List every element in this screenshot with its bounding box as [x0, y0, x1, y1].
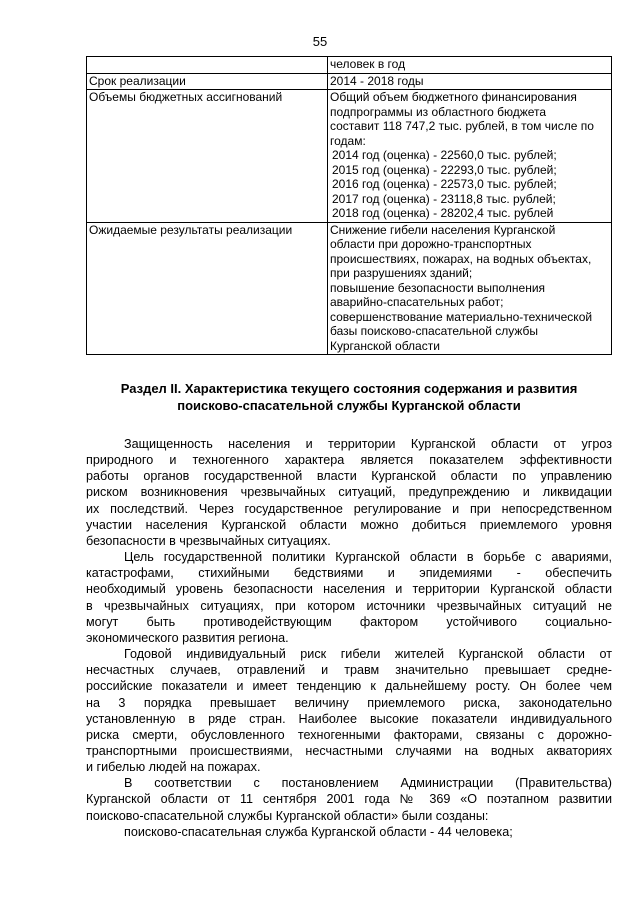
text-line: риска смерти, обусловленного техногенными факторами, связаны с дорожно-	[86, 727, 612, 742]
text-line: транспортными происшествиями, несчастными случаями на водных акваториях	[86, 743, 612, 758]
text-line: Цель государственной политики Курганской области в борьбе с авариями,	[124, 550, 612, 565]
table-value-line: повышение безопасности выполнения	[330, 280, 546, 295]
table-value-line: Общий объем бюджетного финансирования	[330, 90, 577, 104]
table-value-line: области при дорожно-транспортных	[330, 237, 532, 251]
text-line: на 3 порядка превышает величину приемлемого риска, законодательно	[86, 695, 612, 710]
table-value-line: 2016 год (оценка) - 22573,0 тыс. рублей;	[332, 177, 557, 191]
table-label-cell: Объемы бюджетных ассигнований	[87, 90, 328, 223]
text-line: могут быть противодействующим фактором устойчивого социально-	[86, 614, 612, 629]
text-line: поисково-спасательная служба Курганской области - 44 человека;	[124, 824, 513, 839]
table-value-line: Снижение гибели населения Курганской	[330, 222, 556, 237]
page-number: 55	[312, 34, 328, 49]
table-value-cell	[328, 57, 612, 74]
paragraph	[86, 549, 612, 646]
table-label-cell	[87, 57, 328, 74]
table-value-cell	[328, 73, 612, 90]
text-line: несчастных случаев, отравлений и травм значительно превышает средне-	[86, 663, 612, 678]
text-line: риском возникновения чрезвычайных ситуаций, предупреждению и ликвидации	[86, 485, 612, 500]
text-line: В соответствии с постановлением Администрации (Правительства)	[124, 776, 612, 791]
table-row	[87, 222, 612, 355]
table-row	[87, 73, 612, 90]
table-value-line: совершенствование материально-технической	[330, 309, 593, 324]
text-line: их последствий. Через государственное регулирование и при непосредственном	[86, 501, 612, 516]
table-value-line: базы поисково-спасательной службы	[330, 324, 539, 338]
paragraph	[86, 824, 612, 840]
table-value-line: 2015 год (оценка) - 22293,0 тыс. рублей;	[332, 162, 557, 177]
table-value-line: подпрограммы из областного бюджета	[330, 104, 547, 119]
passport-table	[86, 56, 612, 355]
table-label-cell: Срок реализации	[87, 73, 328, 90]
section-heading-line: Раздел II. Характеристика текущего состояния содержания и развития	[120, 381, 578, 396]
table-value-line: 2014 - 2018 годы	[330, 73, 424, 88]
table-value-cell	[328, 90, 612, 223]
text-line: катастрофами, стихийными бедствиями и эпидемиями - обеспечить	[86, 566, 612, 581]
text-line: установленную в ряде стран. Наиболее высокие показатели индивидуального	[86, 711, 612, 726]
table-row	[87, 90, 612, 223]
text-line: необходимый уровень безопасности населения и территории Курганской области	[86, 582, 612, 597]
paragraph	[86, 436, 612, 549]
table-label-cell: Ожидаемые результаты реализации	[87, 222, 328, 355]
text-line: Курганской области от 11 сентября 2001 года № 369 «О поэтапном развитии	[86, 792, 612, 807]
table-value-line: годам:	[330, 133, 366, 148]
text-line: участии населения Курганской области можно добиться приемлемого уровня	[86, 517, 612, 532]
text-line: российские показатели и имеет тенденцию к дальнейшему росту. Он более чем	[86, 679, 612, 694]
text-line: Годовой индивидуальный риск гибели жителей Курганской области от	[124, 647, 612, 662]
table-value-line: происшествиях, пожарах, на водных объектах,	[330, 251, 592, 266]
text-line: и гибелью людей на пожарах.	[86, 760, 261, 775]
section-heading	[86, 380, 612, 414]
text-line: экономического развития региона.	[86, 630, 289, 645]
table-row	[87, 57, 612, 74]
table-value-line: 2018 год (оценка) - 28202,4 тыс. рублей	[332, 206, 554, 220]
text-line: безопасности в чрезвычайных ситуациях.	[86, 533, 331, 548]
table-value-line: Курганской области	[330, 338, 440, 353]
table-value-line: аварийно-спасательных работ;	[330, 295, 504, 309]
paragraph	[86, 646, 612, 775]
text-line: в чрезвычайных ситуациях, при котором источники чрезвычайных ситуаций не	[86, 598, 612, 613]
table-value-line: составит 118 747,2 тыс. рублей, в том числе по	[330, 119, 594, 133]
text-line: поисково-спасательной службы Курганской области» были созданы:	[86, 808, 489, 823]
text-line: Защищенность населения и территории Курганской области от угроз	[124, 437, 612, 451]
text-line: работы органов государственной власти Курганской области по управлению	[86, 469, 612, 484]
text-line: природного и техногенного характера является показателем эффективности	[86, 453, 612, 468]
table-value-line: человек в год	[330, 57, 406, 71]
table-value-line: 2014 год (оценка) - 22560,0 тыс. рублей;	[332, 148, 557, 162]
table-value-cell	[328, 222, 612, 355]
table-value-line: 2017 год (оценка) - 23118,8 тыс. рублей;	[332, 191, 556, 206]
body-text	[86, 436, 612, 840]
paragraph	[86, 775, 612, 823]
section-heading-line: поисково-спасательной службы Курганской области	[177, 398, 521, 413]
table-value-line: при разрушениях зданий;	[330, 266, 473, 280]
